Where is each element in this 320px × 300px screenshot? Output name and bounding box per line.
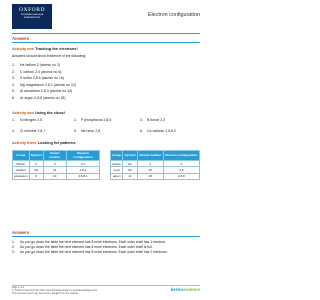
table-header-row xyxy=(111,151,200,161)
table-cell: 2,8 xyxy=(163,167,199,173)
column-header: Symbol xyxy=(29,151,43,161)
table-cell: argon xyxy=(111,173,123,179)
list-item: 4. Cl chlorine 2,8,7 xyxy=(12,129,46,133)
table-cell: Na xyxy=(29,167,43,173)
list-item: 1. He helium 2 (atomic no 2) xyxy=(12,63,61,67)
table-cell: 18 xyxy=(137,173,163,179)
table-cell: 2 xyxy=(137,161,163,167)
answers-section-divider xyxy=(12,236,200,237)
list-item: 2. P phosphorus 2,8,5 xyxy=(74,118,112,122)
table-row xyxy=(111,173,200,179)
list-item: 1. N nitrogen 2,5 xyxy=(12,118,42,122)
list-item: 6. Ca calcium 2,8,8,2 xyxy=(140,129,176,133)
activity-three-heading xyxy=(12,140,76,145)
activity-three-label: Activity three xyxy=(12,140,37,145)
activity-three-title: Looking for patterns xyxy=(37,140,76,145)
list-item: 1. As you go down the table the next element has 8 more electrons. Each outer shell has 1 electron. xyxy=(12,240,167,244)
table-cell: sodium xyxy=(13,167,30,173)
table-cell: Li xyxy=(29,161,43,167)
table-cell: K xyxy=(29,173,43,179)
column-header: Group xyxy=(13,151,30,161)
table-cell: Ar xyxy=(123,173,137,179)
kerboodle-logo: kerboscience xyxy=(170,287,200,292)
answers-heading: Answers xyxy=(12,36,30,41)
list-item: 3. As you go down the table the next element has 8 more electrons. Each outer shell has 2 electrons. xyxy=(12,249,168,254)
list-item: 2. C carbon 2,4 (atomic no 6) xyxy=(12,69,62,74)
activity-one-intro: Answers should show evidence of the following: xyxy=(12,54,87,58)
page-header xyxy=(0,0,212,33)
list-item: 2. As you go down the table the next element has 8 more electrons. Each outer shell is full. xyxy=(12,244,153,249)
footer-note: This resource sheet may have been changed from the original. xyxy=(12,292,79,295)
list-item: 4. Mg magnesium 2,8,2 (atomic no 12) xyxy=(12,82,77,87)
list-item: 5. Al aluminium 2,8,3 (atomic no 13) xyxy=(12,89,73,94)
header-divider xyxy=(12,33,200,34)
activity-two-title: Using the clues! xyxy=(34,110,65,115)
column-header: Electron configuration xyxy=(66,151,99,161)
table-cell: 2,8,8,1 xyxy=(66,173,99,179)
logo-subline-1: INTERNATIONAL AQA xyxy=(20,14,44,16)
activity-one-title: Tracking the electrons! xyxy=(35,46,78,51)
column-header: Atomic number xyxy=(137,151,163,161)
table-header-row xyxy=(13,151,100,161)
activity-two-label: Activity two xyxy=(12,110,34,115)
footer-page-number: Page 1 of 1 xyxy=(12,286,25,289)
logo-wordmark: OXFORD xyxy=(18,7,45,13)
list-item: 5. Ne neon 2,8 xyxy=(74,129,101,133)
table-cell: 11 xyxy=(43,167,66,173)
answers-section-heading: Answers xyxy=(12,230,30,235)
table-cell: He xyxy=(123,161,137,167)
activity-two-heading xyxy=(12,110,65,115)
logo-subline-2: EXAMINATIONS xyxy=(23,16,41,19)
patterns-table-left xyxy=(12,150,100,180)
column-header: Electron configuration xyxy=(163,151,199,161)
table-cell: 2,8,8 xyxy=(163,173,199,179)
table-cell: helium xyxy=(112,161,122,166)
patterns-table-right xyxy=(110,150,200,180)
table-cell: 19 xyxy=(43,173,66,179)
table-cell: 2,8,1 xyxy=(66,167,99,173)
column-header: Symbol xyxy=(123,151,137,161)
activity-one-label: Activity one xyxy=(12,46,35,51)
list-item: 3. B boron 2,3 xyxy=(140,118,166,122)
table-cell: 3 xyxy=(43,161,66,167)
table-cell: 2,1 xyxy=(66,161,99,167)
table-cell: potassium xyxy=(14,174,28,179)
column-header: Atomic number xyxy=(43,151,66,161)
column-header: Group xyxy=(111,151,123,161)
list-item: 6. Ar argon 2,8,8 (atomic no 18) xyxy=(12,95,66,100)
footer-copyright: © Oxford University Press 2017 www.oxfordsecondary.co.uk/acknowledgements xyxy=(12,289,97,292)
table-cell: 2 xyxy=(163,161,199,167)
list-item: 3. S sulfur 2,8,6 (atomic no 16) xyxy=(12,76,64,81)
footer-divider xyxy=(12,285,200,286)
oxford-logo xyxy=(12,4,52,29)
document-title: Electron configuration xyxy=(147,12,200,18)
answers-list xyxy=(12,240,200,254)
activity-one-list xyxy=(12,62,76,102)
table-cell: neon xyxy=(111,167,123,173)
table-row xyxy=(13,173,100,179)
table-cell: lithium xyxy=(13,161,30,167)
table-cell: 10 xyxy=(137,167,163,173)
answers-divider xyxy=(12,42,200,43)
table-cell: Ne xyxy=(123,167,137,173)
activity-one-heading xyxy=(12,46,78,51)
